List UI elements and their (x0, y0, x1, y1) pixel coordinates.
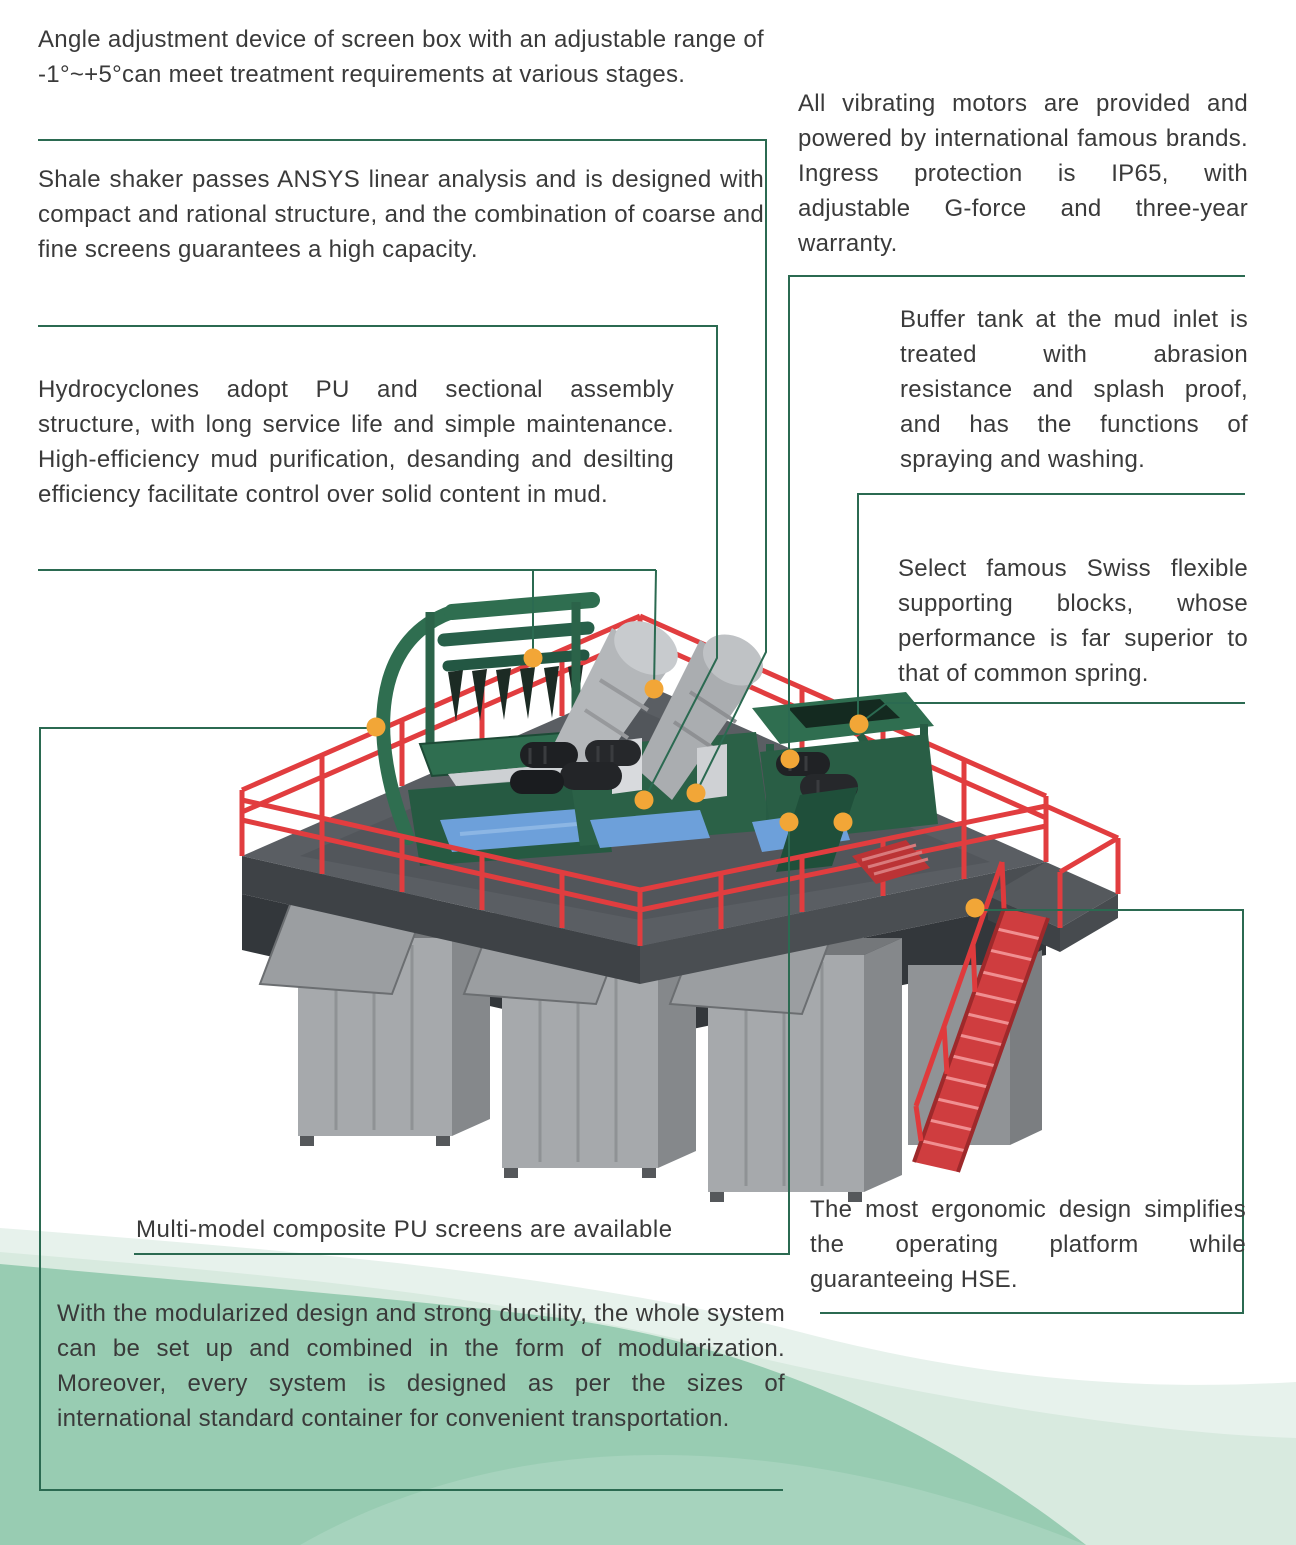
callout-dot (645, 680, 664, 699)
callout-dot (780, 813, 799, 832)
callout-dot (781, 750, 800, 769)
callout-dot (966, 899, 985, 918)
callout-dot (367, 718, 386, 737)
callout-shale-shaker: Shale shaker passes ANSYS linear analysis and is designed with compact and rational structure, and the combination of coarse and fine screens guarantees a high capacity. (38, 166, 764, 263)
leader-line (134, 822, 789, 1254)
callout-dot (687, 784, 706, 803)
leader-line (859, 703, 1245, 724)
leader-line (654, 570, 656, 689)
callout-ergonomic: The most ergonomic design simplifies the operating platform while guaranteeing HSE. (810, 1196, 1246, 1293)
callout-hydrocyclones: Hydrocyclones adopt PU and sectional assembly structure, with long service life and simple maintenance. High-efficiency mud purification, desanding and desilting efficiency facilitate control over solid content in mud. (38, 376, 674, 508)
callout-supporting-blocks: Select famous Swiss flexible supporting blocks, whose performance is far superior to that of common spring. (898, 555, 1248, 687)
callout-dot (635, 791, 654, 810)
callout-modularized: With the modularized design and strong ductility, the whole system can be set up and combined in the form of modularization. Moreover, every system is designed as per the sizes of international standard container for convenient transportation. (57, 1300, 785, 1432)
callout-angle-adjustment: Angle adjustment device of screen box with an adjustable range of -1°~+5°can meet treatment requirements at various stages. (38, 26, 764, 88)
callout-dot (834, 813, 853, 832)
callout-buffer-tank: Buffer tank at the mud inlet is treated with abrasion resistance and splash proof, and has the functions of spraying and washing. (900, 306, 1248, 473)
callout-pu-screens: Multi-model composite PU screens are available (136, 1216, 673, 1243)
callout-dot (524, 649, 543, 668)
callout-vibrating-motors: All vibrating motors are provided and powered by international famous brands. Ingress protection is IP65, with adjustable G-force and three-year warranty. (798, 90, 1248, 257)
callout-dot (850, 715, 869, 734)
